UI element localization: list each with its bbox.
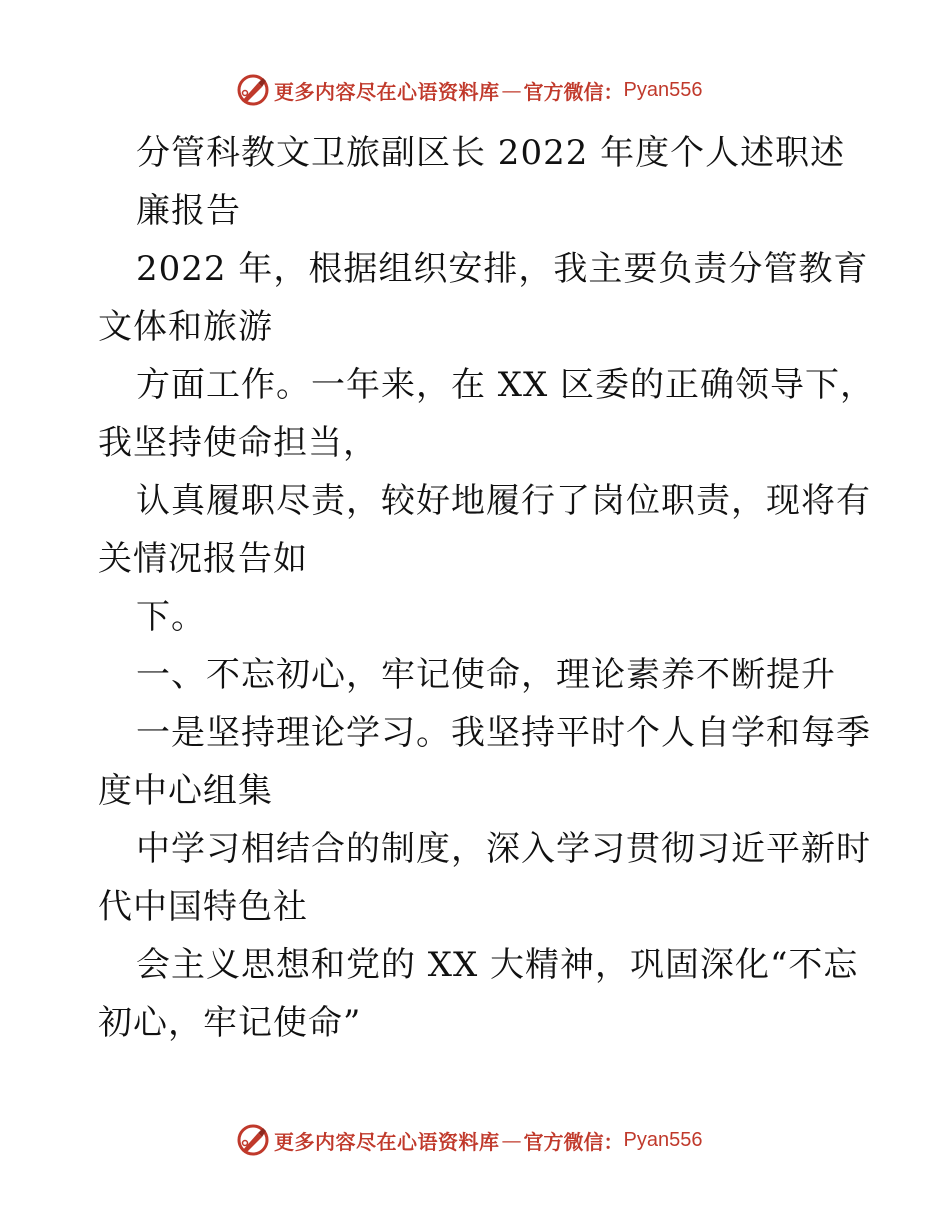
body-text-line: 我坚持使命担当，: [98, 423, 378, 463]
banner-text: 更多内容尽在心语资料库: [274, 1129, 500, 1154]
banner-text: 更多内容尽在心语资料库: [274, 79, 500, 104]
body-text-line: 下。: [136, 597, 206, 637]
body-text-line: 关情况报告如: [98, 539, 308, 579]
body-text-line: 文体和旅游: [98, 307, 273, 347]
body-text-line: 一是坚持理论学习。我坚持平时个人自学和每季: [136, 713, 871, 753]
body-text-line: 一、不忘初心，牢记使命，理论素养不断提升: [136, 655, 836, 695]
body-text-line: 认真履职尽责，较好地履行了岗位职责，现将有: [136, 481, 871, 521]
banner-dash: —: [501, 78, 522, 102]
banner-wechat-label: 官方微信：: [523, 1129, 624, 1154]
header-watermark-banner: [236, 72, 702, 108]
banner-wechat-label: 官方微信：: [523, 79, 624, 104]
body-text-line: 中学习相结合的制度，深入学习贯彻习近平新时: [136, 829, 871, 869]
body-text-line: 初心，牢记使命”: [98, 1003, 362, 1043]
document-body: [98, 124, 876, 1052]
body-text-line: 代中国特色社: [98, 887, 308, 927]
body-text-line: 方面工作。一年来，在 XX 区委的正确领导下，: [136, 365, 876, 405]
banner-wechat-id: Pyan556: [623, 1128, 703, 1151]
body-text-line: 廉报告: [136, 191, 241, 231]
pen-logo-icon: [236, 73, 270, 107]
body-text-line: 度中心组集: [98, 771, 273, 811]
body-text-line: 会主义思想和党的 XX 大精神，巩固深化“不忘: [136, 945, 859, 985]
banner-dash: —: [501, 1128, 522, 1152]
banner-wechat-id: Pyan556: [623, 78, 703, 101]
pen-logo-icon: [236, 1123, 270, 1157]
body-text-line: 2022 年，根据组织安排，我主要负责分管教育: [136, 249, 869, 289]
footer-watermark-banner: [236, 1122, 702, 1158]
body-text-line: 分管科教文卫旅副区长 2022 年度个人述职述: [136, 133, 846, 173]
